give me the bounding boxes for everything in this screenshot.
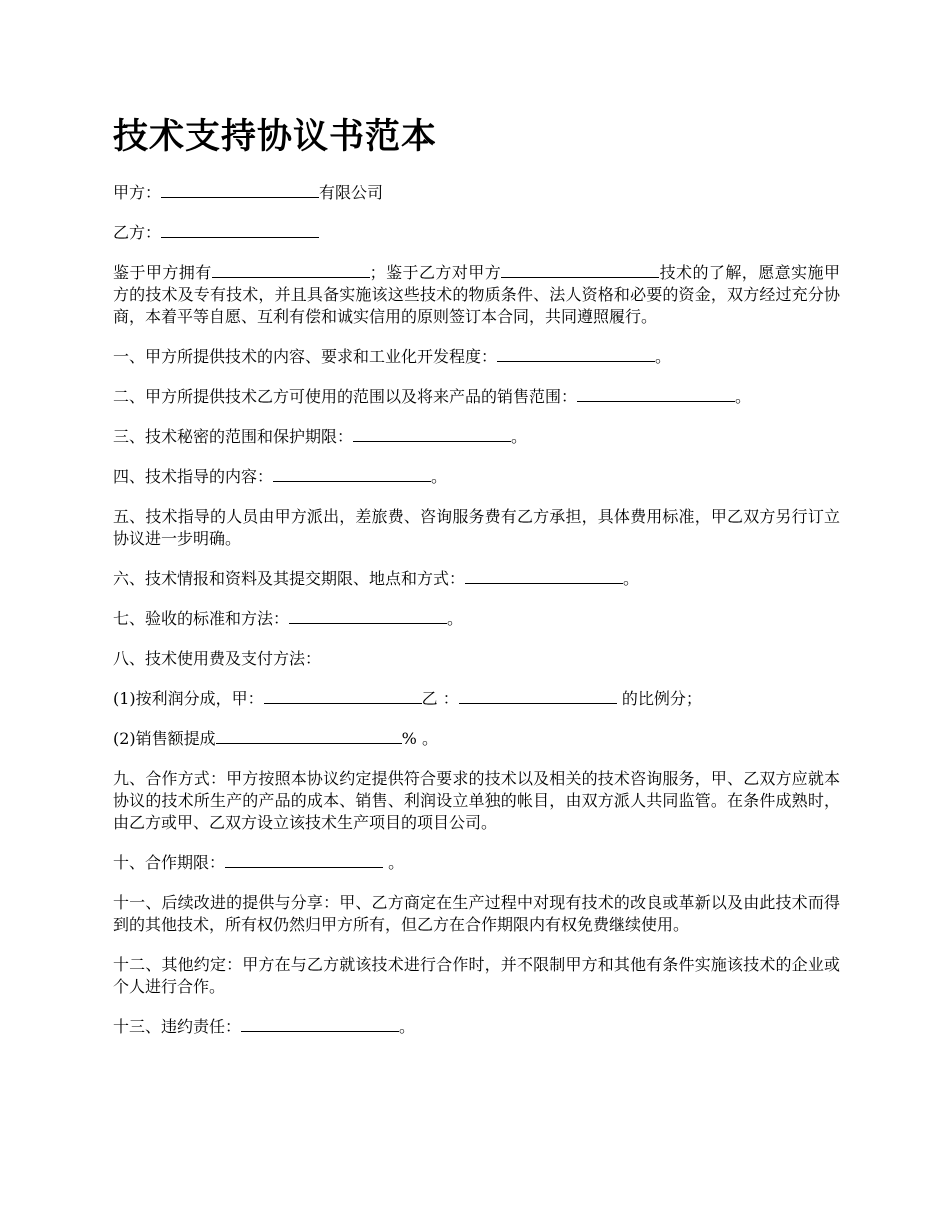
preamble-part1: 鉴于甲方拥有 [113, 263, 212, 282]
clause-8-2-part2: % 。 [401, 729, 438, 748]
party-b-label: 乙方： [113, 223, 162, 242]
clause-4 [113, 466, 840, 488]
clause-6-blank [465, 568, 623, 584]
clause-8-2-blank [216, 728, 402, 744]
preamble [113, 262, 840, 328]
clause-7-text: 七、验收的标准和方法： [113, 609, 290, 628]
document-page [113, 112, 840, 1056]
clause-8-1-blank-2 [459, 688, 617, 704]
clause-10-blank [225, 852, 383, 868]
clause-1 [113, 346, 840, 368]
party-a-blank [161, 182, 319, 198]
clause-6-text: 六、技术情报和资料及其提交期限、地点和方式： [113, 569, 466, 588]
clause-8-1-part2: 乙 ： [421, 689, 459, 708]
clause-8: 八、技术使用费及支付方法： [113, 649, 322, 668]
preamble-part3: 技术的了解，愿意实施甲方的技术及专有技术，并且具备实施该这些技术的物质条件、法人资格和必要的资金，双方经过充分协商，本着平等自愿、互利有偿和诚实信用的原则签订本合同，共同遵照履行。 [113, 263, 840, 326]
clause-3-text: 三、技术秘密的范围和保护期限： [113, 427, 354, 446]
clause-13 [113, 1016, 840, 1038]
clause-2-blank [577, 386, 735, 402]
clause-8-2-part1: (2)销售额提成 [113, 729, 216, 748]
clause-10-end: 。 [383, 853, 405, 872]
clause-12: 十二、其他约定：甲方在与乙方就该技术进行合作时，并不限制甲方和其他有条件实施该技术的企业或个人进行合作。 [113, 955, 840, 996]
party-b-blank [161, 222, 319, 238]
clause-1-blank [497, 346, 655, 362]
preamble-blank-1 [212, 262, 370, 278]
clause-13-text: 十三、违约责任： [113, 1017, 242, 1036]
clause-10 [113, 852, 840, 874]
clause-10-text: 十、合作期限： [113, 853, 226, 872]
party-a-suffix: 有限公司 [319, 183, 384, 202]
clause-2-end: 。 [735, 387, 752, 406]
party-a-label: 甲方： [113, 183, 162, 202]
clause-5: 五、技术指导的人员由甲方派出，差旅费、咨询服务费有乙方承担，具体费用标准，甲乙双方另行订立协议进一步明确。 [113, 507, 840, 548]
clause-7-blank [289, 608, 447, 624]
clause-6 [113, 568, 840, 590]
clause-1-text: 一、甲方所提供技术的内容、要求和工业化开发程度： [113, 347, 498, 366]
party-a-line [113, 182, 840, 204]
page-title: 技术支持协议书范本 [113, 117, 438, 157]
clause-4-blank [273, 466, 431, 482]
clause-13-end: 。 [399, 1017, 416, 1036]
preamble-blank-2 [501, 262, 659, 278]
clause-1-end: 。 [655, 347, 672, 366]
clause-3-end: 。 [511, 427, 528, 446]
preamble-part2: ；鉴于乙方对甲方 [369, 263, 502, 282]
clause-11: 十一、后续改进的提供与分享：甲、乙方商定在生产过程中对现有技术的改良或革新以及由此技术而得到的其他技术，所有权仍然归甲方所有，但乙方在合作期限内有权免费继续使用。 [113, 893, 840, 934]
party-b-line [113, 222, 840, 244]
clause-4-text: 四、技术指导的内容： [113, 467, 274, 486]
clause-8-1-part3: 的比例分； [616, 689, 702, 708]
clause-2 [113, 386, 840, 408]
clause-4-end: 。 [431, 467, 448, 486]
clause-8-1 [113, 688, 840, 710]
clause-8-1-part1: (1)按利润分成，甲： [113, 689, 264, 708]
clause-9: 九、合作方式：甲方按照本协议约定提供符合要求的技术以及相关的技术咨询服务，甲、乙双方应就本协议的技术所生产的产品的成本、销售、利润设立单独的帐目，由双方派人共同监管。在条件成熟时，由乙方或甲、乙双方设立该技术生产项目的项目公司。 [113, 769, 840, 832]
clause-8-1-blank-1 [264, 688, 422, 704]
clause-3-blank [353, 426, 511, 442]
clause-8-2 [113, 728, 840, 750]
clause-13-blank [241, 1016, 399, 1032]
clause-2-text: 二、甲方所提供技术乙方可使用的范围以及将来产品的销售范围： [113, 387, 578, 406]
clause-7-end: 。 [447, 609, 464, 628]
clause-3 [113, 426, 840, 448]
clause-6-end: 。 [623, 569, 640, 588]
clause-7 [113, 608, 840, 630]
